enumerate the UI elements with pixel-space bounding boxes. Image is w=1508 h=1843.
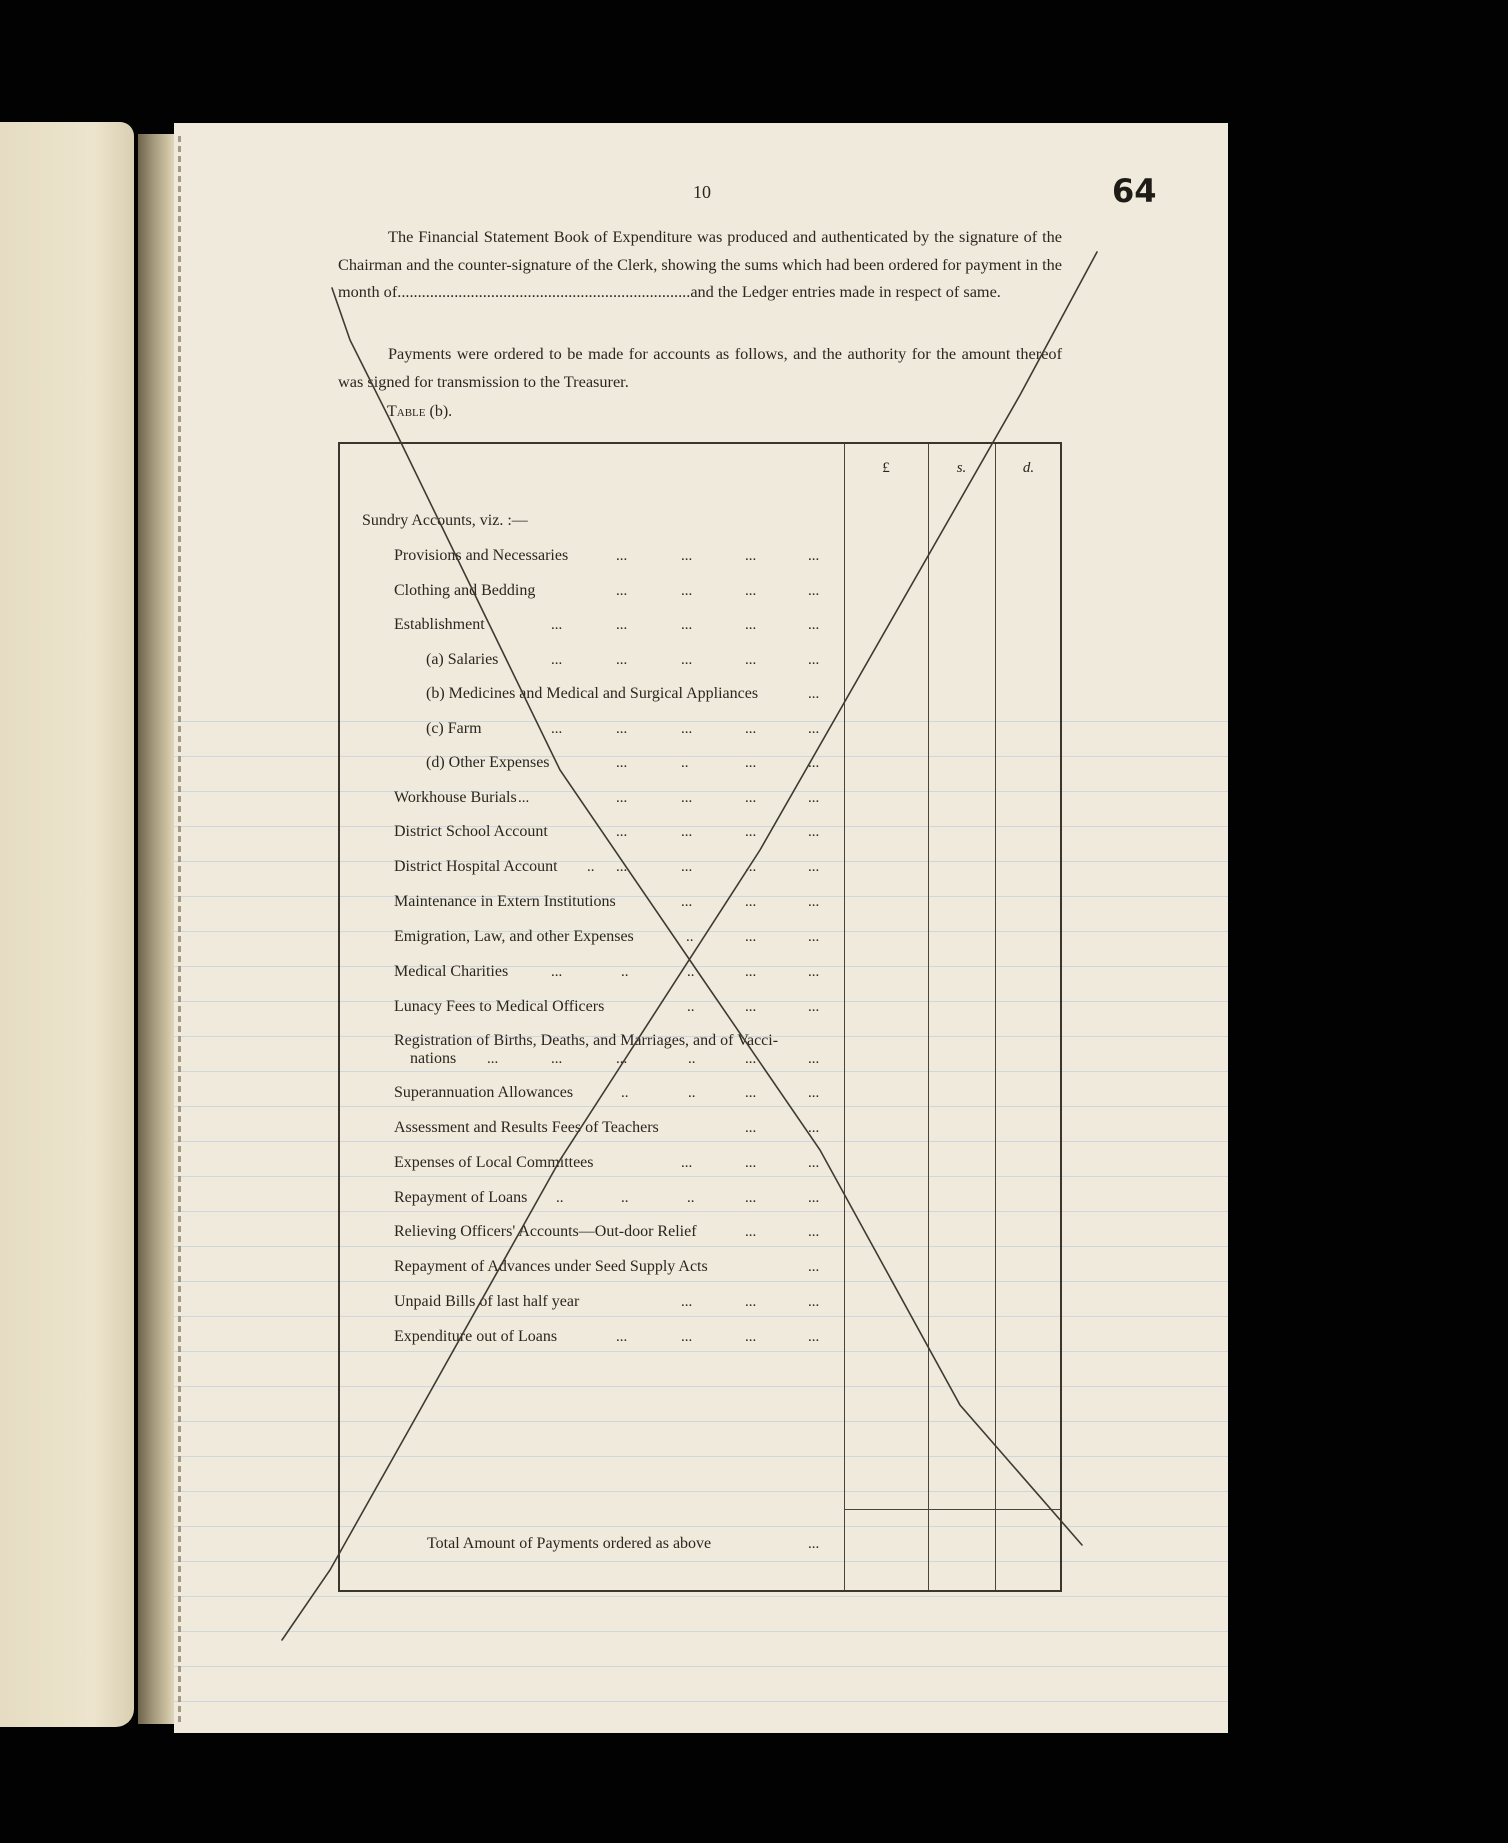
leader-dots: ...: [745, 1120, 757, 1136]
leader-dots: ...: [808, 652, 820, 668]
leader-dots: ...: [808, 790, 820, 806]
leader-dots: ...: [681, 1329, 693, 1345]
row-farm: (c) Farm: [426, 720, 482, 737]
binding-stitches: [178, 136, 181, 1722]
leader-dots: ...: [551, 1051, 563, 1067]
row-provisions: Provisions and Necessaries: [394, 547, 569, 564]
shillings-header: s.: [956, 460, 967, 476]
leader-dots: ...: [808, 1259, 820, 1275]
leader-dots: ..: [621, 964, 629, 980]
row-medicines: (b) Medicines and Medical and Surgical Appliances: [426, 685, 759, 702]
leader-dots: ...: [745, 964, 757, 980]
leader-dots: ...: [681, 1294, 693, 1310]
leader-dots: ...: [616, 1329, 628, 1345]
row-superannuation: Superannuation Allowances: [394, 1084, 574, 1101]
leader-dots: ...: [745, 894, 757, 910]
leader-dots: ...: [745, 790, 757, 806]
leader-dots: ...: [808, 548, 820, 564]
row-emigration: Emigration, Law, and other Expenses: [394, 928, 634, 945]
leader-dots: ..: [621, 1085, 629, 1101]
row-registration-cont: nations: [410, 1050, 457, 1067]
leader-dots: ...: [745, 583, 757, 599]
row-medical-charities: Medical Charities: [394, 963, 509, 980]
row-seed-supply: Repayment of Advances under Seed Supply Acts: [394, 1258, 708, 1275]
leader-dots: ...: [808, 1329, 820, 1345]
leader-dots: ...: [808, 964, 820, 980]
folio-number: 64: [1112, 172, 1157, 210]
leader-dots: ...: [745, 1294, 757, 1310]
leader-dots: ...: [745, 859, 757, 875]
leader-dots: ...: [745, 1190, 757, 1206]
leader-dots: ...: [808, 1051, 820, 1067]
leader-dots: ...: [681, 721, 693, 737]
row-establishment: Establishment: [394, 616, 485, 633]
leader-dots: ...: [745, 929, 757, 945]
table-caption: Table (b).: [387, 403, 453, 420]
leader-dots: ...: [808, 583, 820, 599]
leader-dots: ...: [808, 824, 820, 840]
authority-paragraph: Payments were ordered to be made for accounts as follows, and the authority for the amount thereof was signed for transmission to the Treasurer.: [338, 344, 1062, 391]
leader-dots: ...: [808, 1085, 820, 1101]
leader-dots: ...: [745, 1224, 757, 1240]
pence-header: d.: [1022, 460, 1035, 476]
leader-dots: ...: [681, 859, 693, 875]
leader-dots: ...: [745, 1051, 757, 1067]
leader-dots: ...: [745, 652, 757, 668]
leader-dots: ..: [686, 929, 694, 945]
leader-dots: ...: [745, 1155, 757, 1171]
leader-dots: ...: [616, 548, 628, 564]
row-lunacy-fees: Lunacy Fees to Medical Officers: [394, 998, 605, 1015]
leader-dots: ...: [808, 1536, 820, 1552]
leader-dots: ...: [551, 964, 563, 980]
leader-dots: ...: [681, 652, 693, 668]
leader-dots: ...: [681, 583, 693, 599]
leader-dots: ...: [808, 1294, 820, 1310]
row-salaries: (a) Salaries: [426, 651, 499, 668]
row-district-hospital: District Hospital Account: [394, 858, 558, 875]
leader-dots: ..: [687, 1190, 695, 1206]
leader-dots: ..: [688, 1051, 696, 1067]
leader-dots: ...: [616, 652, 628, 668]
row-registration: Registration of Births, Deaths, and Marriages, and of Vacci-: [394, 1032, 779, 1049]
row-expenditure-loans: Expenditure out of Loans: [394, 1328, 558, 1345]
leader-dots: ...: [745, 824, 757, 840]
leader-dots: ..: [556, 1190, 564, 1206]
leader-dots: ..: [688, 1085, 696, 1101]
leader-dots: ...: [808, 859, 820, 875]
leader-dots: ...: [487, 1051, 499, 1067]
leader-dots: ...: [551, 617, 563, 633]
leader-dots: ...: [681, 824, 693, 840]
leader-dots: ...: [616, 859, 628, 875]
row-total: Total Amount of Payments ordered as above: [427, 1535, 712, 1552]
leader-dots: ...: [681, 617, 693, 633]
row-other-expenses: (d) Other Expenses: [426, 754, 550, 771]
leader-dots: ...: [808, 1224, 820, 1240]
column-rule-pence: [995, 444, 996, 1590]
leader-dots: ...: [616, 1051, 628, 1067]
leader-dots: ..: [621, 1190, 629, 1206]
leader-dots: ...: [808, 1190, 820, 1206]
leader-dots: ...: [681, 894, 693, 910]
leader-dots: ...: [616, 755, 628, 771]
leader-dots: ...: [808, 999, 820, 1015]
row-unpaid-bills: Unpaid Bills of last half year: [394, 1293, 580, 1310]
leader-dots: ...: [745, 1085, 757, 1101]
row-maintenance-extern: Maintenance in Extern Institutions: [394, 893, 616, 910]
leader-dots: ...: [808, 929, 820, 945]
leader-dots: ...: [616, 721, 628, 737]
sundry-accounts-heading: Sundry Accounts, viz. :—: [362, 512, 528, 529]
leader-dots: ..: [687, 964, 695, 980]
leader-dots: ...: [616, 583, 628, 599]
leader-dots: ...: [808, 894, 820, 910]
leader-dots: ...: [681, 1155, 693, 1171]
leader-dots: ...: [616, 617, 628, 633]
leader-dots: ...: [616, 824, 628, 840]
row-district-school: District School Account: [394, 823, 548, 840]
row-local-committees: Expenses of Local Committees: [394, 1154, 594, 1171]
leader-dots: ...: [681, 548, 693, 564]
intro-paragraph: The Financial Statement Book of Expenditure was produced and authenticated by the signature of the Chairman and the counter-signature of the Clerk, showing the sums which had been ordered for payment in the month of........................................................................and the Ledger entries made in respect of same.: [338, 227, 1062, 301]
leader-dots: ...: [551, 721, 563, 737]
row-relieving-officers: Relieving Officers' Accounts—Out-door Relief: [394, 1223, 697, 1240]
leader-dots: ...: [808, 721, 820, 737]
leader-dots: ...: [518, 790, 530, 806]
column-rule-shillings: [928, 444, 929, 1590]
leader-dots: ..: [587, 859, 595, 875]
total-rule: [844, 1509, 1060, 1510]
payments-table: [338, 442, 1062, 1592]
leader-dots: ...: [745, 1329, 757, 1345]
facing-page: [0, 122, 134, 1727]
leader-dots: ..: [681, 755, 689, 771]
column-rule-pounds: [844, 444, 845, 1590]
leader-dots: ...: [745, 721, 757, 737]
row-repayment-loans: Repayment of Loans: [394, 1189, 528, 1206]
leader-dots: ...: [745, 999, 757, 1015]
leader-dots: ...: [681, 790, 693, 806]
leader-dots: ...: [808, 1120, 820, 1136]
book-gutter: [138, 134, 176, 1724]
leader-dots: ..: [687, 999, 695, 1015]
leader-dots: ...: [808, 686, 820, 702]
page-number: 10: [693, 182, 711, 202]
leader-dots: ...: [551, 652, 563, 668]
row-workhouse-burials: Workhouse Burials: [394, 789, 517, 806]
leader-dots: ...: [808, 617, 820, 633]
leader-dots: ...: [616, 790, 628, 806]
pounds-header: £: [882, 460, 890, 476]
row-clothing: Clothing and Bedding: [394, 582, 536, 599]
leader-dots: ...: [808, 755, 820, 771]
row-assessment: Assessment and Results Fees of Teachers: [394, 1119, 659, 1136]
leader-dots: ...: [808, 1155, 820, 1171]
leader-dots: ...: [745, 548, 757, 564]
leader-dots: ...: [745, 617, 757, 633]
leader-dots: ...: [745, 755, 757, 771]
